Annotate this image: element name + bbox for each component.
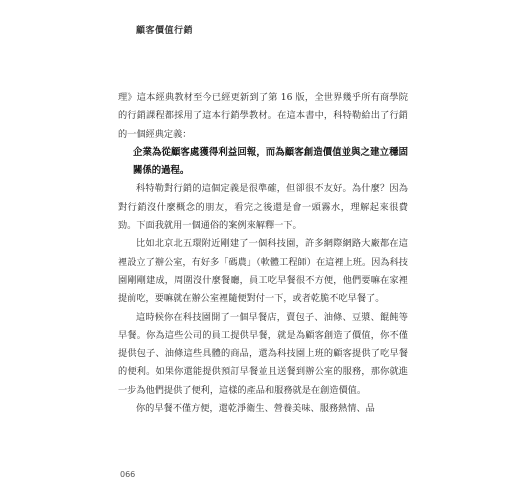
- paragraph-1: 理》這本經典教材至今已經更新到了第 16 版，全世界幾乎所有商學院的行銷課程都採用了這本行銷學教材。在這本書中，科特勒給出了行銷的一個經典定義：: [118, 92, 408, 140]
- paragraph-4: 這時候你在科技園開了一個早餐店，賣包子、油條、豆漿、餛飩等早餐。你為這些公司的員工提供早餐，就是為顧客創造了價值，你不僅提供包子、油條這些具體的商品，還為科技園上班的顧客提供了吃早餐的便利。如果你還能提供預訂早餐並且送餐到辦公室的服務，那你就進一步為他們提供了便利，這樣的產品和服務就是在創造價值。: [118, 311, 408, 396]
- paragraph-3: 比如北京北五環附近剛建了一個科技園，許多網際網路大廠都在這裡設立了辦公室，有好多「碼農」（軟體工程師）在這裡上班。因為科技園剛剛建成，周圍沒什麼餐廳，員工吃早餐很不方便，他們要嘛在家裡提前吃，要嘛就在辦公室裡隨便對付一下，或者乾脆不吃早餐了。: [118, 238, 408, 305]
- page-number: 066: [120, 470, 136, 479]
- definition-highlight: 企業為從顧客處獲得利益回報，而為顧客創造價值並與之建立穩固關係的過程。: [133, 146, 408, 177]
- paragraph-5: 你的早餐不僅方便，還乾淨衛生、營養美味、服務熱情、品: [136, 403, 375, 415]
- paragraph-2: 科特勒對行銷的這個定義是很準確，但卻很不友好。為什麼？因為對行銷沒什麼概念的朋友，看完之後還是會一頭霧水，理解起來很費勁。下面我就用一個通俗的案例來解釋一下。: [118, 183, 408, 232]
- body-text: [118, 89, 408, 418]
- running-head: 顧客價值行銷: [136, 26, 194, 36]
